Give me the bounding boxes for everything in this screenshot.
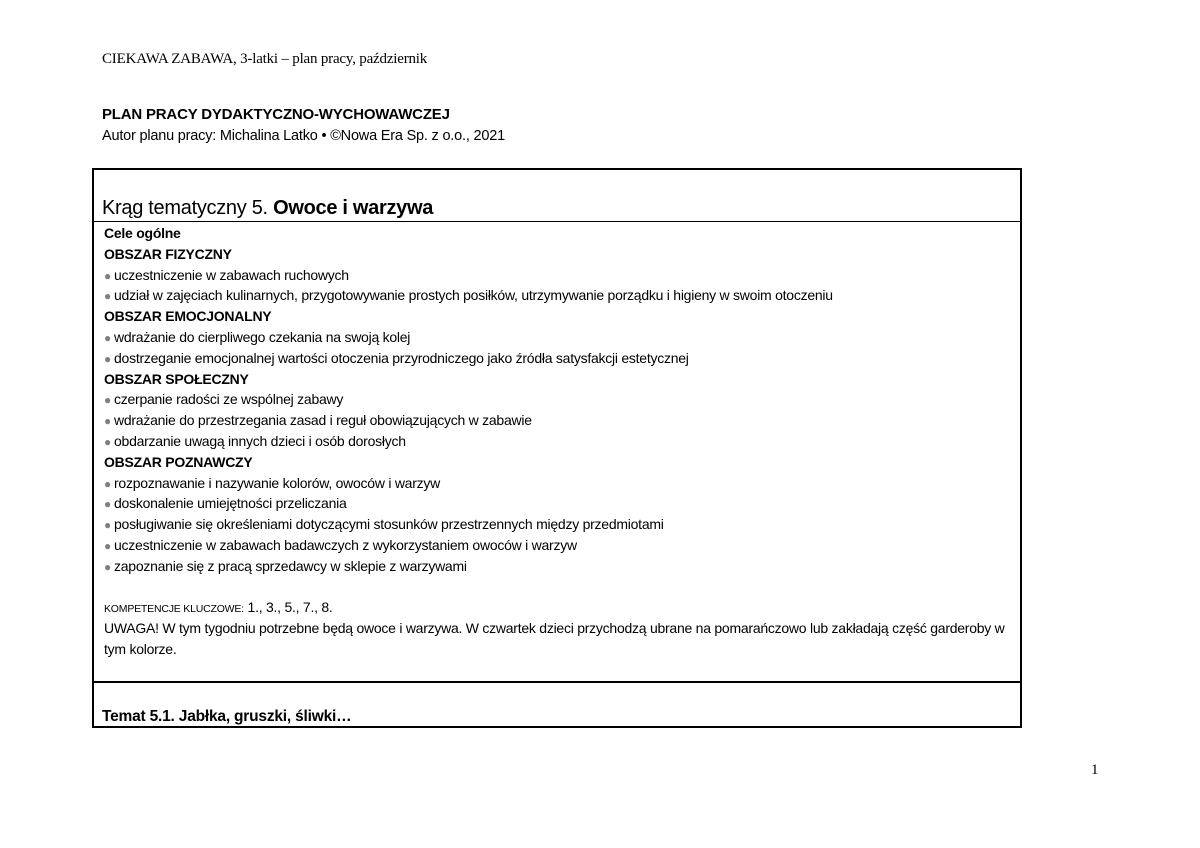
bullet-icon: ● [104, 289, 111, 304]
goal-text: wdrażanie do przestrzegania zasad i reguł obowiązujących w zabawie [114, 412, 532, 429]
bullet-icon: ● [104, 351, 111, 366]
goal-list-item [104, 389, 1012, 410]
goal-list-item [104, 493, 1012, 514]
theme-heading [102, 197, 433, 220]
goal-list-item [104, 535, 1012, 556]
theme-name: Owoce i warzywa [273, 197, 434, 219]
document-title: PLAN PRACY DYDAKTYCZNO-WYCHOWAWCZEJ [102, 106, 450, 123]
goal-text: czerpanie radości ze wspólnej zabawy [114, 391, 344, 408]
goal-list-item [104, 473, 1012, 494]
bullet-icon: ● [104, 414, 111, 429]
area-heading: OBSZAR POZNAWCZY [104, 453, 253, 470]
bullet-icon: ● [104, 268, 111, 283]
goal-text: uczestniczenie w zabawach badawczych z wykorzystaniem owoców i warzyw [114, 536, 577, 553]
goal-list-item [104, 431, 1012, 452]
bullet-icon: ● [104, 497, 111, 512]
bullet-icon: ● [104, 330, 111, 345]
goal-list-item [104, 514, 1012, 535]
goal-text: obdarzanie uwagą innych dzieci i osób dorosłych [114, 432, 406, 449]
goal-list-item [104, 348, 1012, 369]
competences-line [104, 597, 1012, 618]
theme-row [94, 170, 1020, 222]
goal-text: wdrażanie do cierpliwego czekania na swoją kolej [114, 328, 411, 345]
goal-text: dostrzeganie emocjonalnej wartości otoczenia przyrodniczego jako źródła satysfakcji estetycznej [114, 349, 689, 366]
goal-text: udział w zajęciach kulinarnych, przygotowywanie prostych posiłków, utrzymywanie porządku i higieny w swoim otoczeniu [114, 287, 833, 304]
goal-list-item [104, 327, 1012, 348]
bullet-icon: ● [104, 538, 111, 553]
area-heading: OBSZAR FIZYCZNY [104, 245, 232, 262]
author-line: Autor planu pracy: Michalina Latko • ©Nowa Era Sp. z o.o., 2021 [102, 128, 505, 144]
topic-row [94, 681, 1020, 726]
note-paragraph: UWAGA! W tym tygodniu potrzebne będą owoce i warzywa. W czwartek dzieci przychodzą ubrane na pomarańczowo lub zakładają część garderoby w tym kolorze. [104, 620, 1005, 657]
area-heading: OBSZAR EMOCJONALNY [104, 308, 272, 325]
bullet-icon: ● [104, 559, 111, 574]
goal-text: zapoznanie się z pracą sprzedawcy w sklepie z warzywami [114, 557, 467, 574]
topic-title: Temat 5.1. Jabłka, gruszki, śliwki… [102, 708, 352, 725]
bullet-icon: ● [104, 518, 111, 533]
goals-cell [104, 223, 1012, 660]
goal-list-item [104, 410, 1012, 431]
goals-areas [104, 244, 1012, 577]
bullet-icon: ● [104, 476, 111, 491]
bullet-icon: ● [104, 393, 111, 408]
page-number: 1 [1091, 762, 1099, 778]
goals-heading: Cele ogólne [104, 225, 181, 241]
goal-text: uczestniczenie w zabawach ruchowych [114, 266, 349, 283]
goal-list-item [104, 556, 1012, 577]
bullet-icon: ● [104, 434, 111, 449]
goal-list-item [104, 265, 1012, 286]
goal-text: rozpoznawanie i nazywanie kolorów, owoców i warzyw [114, 474, 440, 491]
goal-list-item [104, 285, 1012, 306]
goal-text: posługiwanie się określeniami dotyczącymi stosunków przestrzennych między przedmiotami [114, 516, 664, 533]
running-header: CIEKAWA ZABAWA, 3-latki – plan pracy, październik [102, 51, 428, 67]
competences-value: 1., 3., 5., 7., 8. [247, 599, 333, 616]
plan-table [92, 168, 1022, 728]
competences-label: KOMPETENCJE KLUCZOWE: [104, 603, 244, 616]
area-heading: OBSZAR SPOŁECZNY [104, 370, 249, 387]
goal-text: doskonalenie umiejętności przeliczania [114, 495, 347, 512]
theme-prefix: Krąg tematyczny 5. [102, 197, 268, 219]
